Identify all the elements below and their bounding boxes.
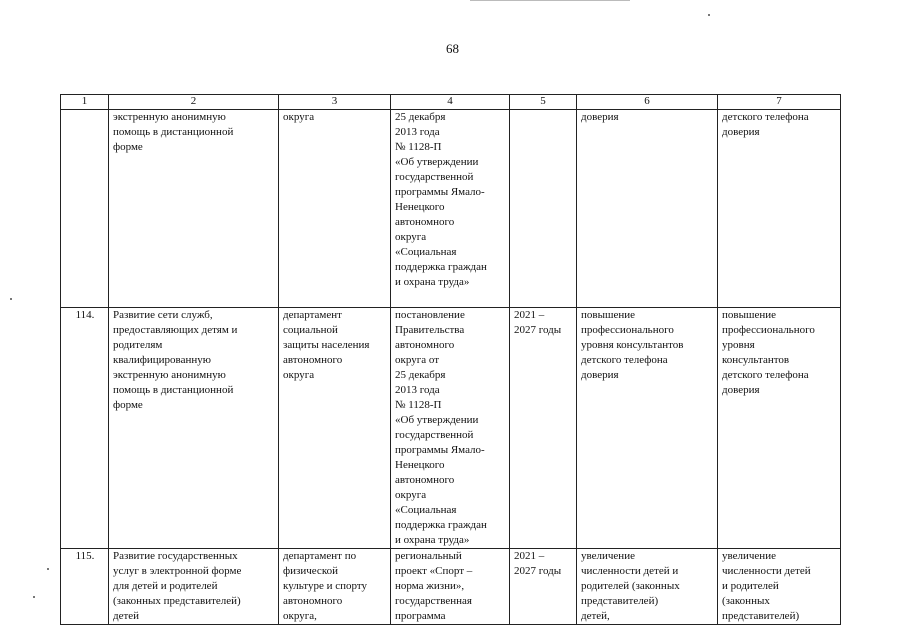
- column-header: 4: [391, 95, 510, 110]
- scan-artifact-line: [470, 0, 630, 3]
- document-cell: 25 декабря 2013 года № 1128-П «Об утверждении государственной программы Ямало- Ненецкого автономного округа «Социальная поддержка граждан и охрана труда»: [391, 110, 510, 308]
- result-cell: доверия: [577, 110, 718, 308]
- scan-speck: [708, 14, 710, 16]
- table-header-row: [61, 95, 841, 110]
- table-row: [61, 549, 841, 625]
- period-cell: [510, 110, 577, 308]
- period-cell: 2021 – 2027 годы: [510, 549, 577, 625]
- indicator-cell: детского телефона доверия: [718, 110, 841, 308]
- indicator-cell: повышение профессионального уровня консультантов детского телефона доверия: [718, 308, 841, 549]
- executor-cell: департамент социальной защиты населения автономного округа: [279, 308, 391, 549]
- result-cell: увеличение численности детей и родителей (законных представителей) детей,: [577, 549, 718, 625]
- period-cell: 2021 – 2027 годы: [510, 308, 577, 549]
- executor-cell: округа: [279, 110, 391, 308]
- indicator-cell: увеличение численности детей и родителей (законных представителей): [718, 549, 841, 625]
- column-header: 3: [279, 95, 391, 110]
- measures-table: [60, 94, 841, 625]
- row-number-cell: [61, 110, 109, 308]
- table-row: [61, 110, 841, 308]
- column-header: 2: [109, 95, 279, 110]
- document-cell: постановление Правительства автономного округа от 25 декабря 2013 года № 1128-П «Об утверждении государственной программы Ямало- Ненецкого автономного округа «Социальная поддержка граждан и охрана труда»: [391, 308, 510, 549]
- measure-cell: Развитие сети служб, предоставляющих детям и родителям квалифицированную экстренную анонимную помощь в дистанционной форме: [109, 308, 279, 549]
- row-number-cell: 114.: [61, 308, 109, 549]
- column-header: 7: [718, 95, 841, 110]
- column-header: 5: [510, 95, 577, 110]
- result-cell: повышение профессионального уровня консультантов детского телефона доверия: [577, 308, 718, 549]
- measure-cell: Развитие государственных услуг в электронной форме для детей и родителей (законных представителей) детей: [109, 549, 279, 625]
- executor-cell: департамент по физической культуре и спорту автономного округа,: [279, 549, 391, 625]
- table-row: [61, 308, 841, 549]
- column-header: 1: [61, 95, 109, 110]
- scan-speck: [33, 596, 35, 598]
- document-cell: региональный проект «Спорт – норма жизни», государственная программа: [391, 549, 510, 625]
- column-header: 6: [577, 95, 718, 110]
- scan-speck: [10, 298, 12, 300]
- scan-speck: [47, 568, 49, 570]
- page-number: 68: [446, 41, 459, 56]
- measure-cell: экстренную анонимную помощь в дистанционной форме: [109, 110, 279, 308]
- row-number-cell: 115.: [61, 549, 109, 625]
